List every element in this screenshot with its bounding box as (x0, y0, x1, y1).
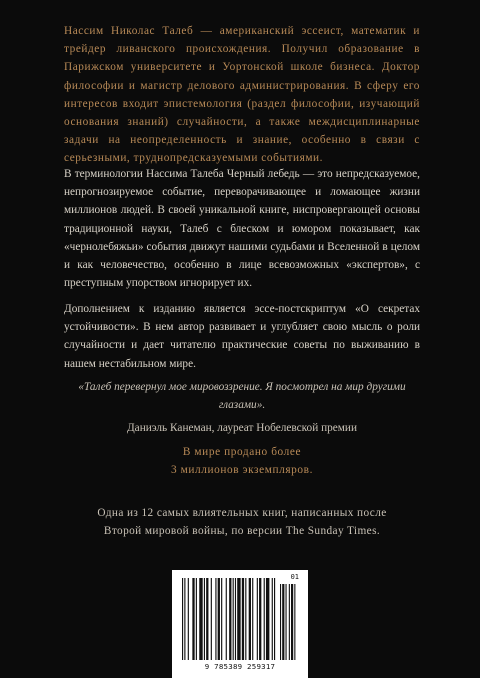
ranking-note (64, 504, 420, 540)
sales-claim (64, 443, 420, 479)
barcode-addon: 01 (290, 573, 299, 581)
sales-line-2: 3 миллионов экземпляров. (170, 464, 314, 476)
barcode-digits: 9 785389 259317 (204, 662, 276, 671)
quote-author: Даниэль Канеман, лауреат Нобелевской премии (126, 422, 358, 435)
quote-text: «Талеб перевернул мое мировоззрение. Я посмотрел на мир другими глазами». (78, 381, 406, 412)
book-supplement-note (64, 300, 420, 373)
author-bio: Нассим Николас Талеб — американский эссеист, математик и трейдер ливанского происхождения. Получил образование в Парижском университете и Уортонской школе бизнеса. Доктор философии и магистр делового администрирования. В сферу его интересов входит эпистемология (раздел философии, изучающий основания знаний) случайности, а также междисциплинарные задачи на неопределенность и знание, особенно в связи с серьезными, труднопредсказуемыми событиями. (64, 25, 420, 165)
ranking-line-2: Второй мировой войны, по версии The Sunday Times. (103, 525, 381, 537)
review-quote (64, 378, 420, 438)
isbn-barcode (172, 570, 308, 678)
book-description (64, 165, 420, 292)
description-paragraph: В терминологии Нассима Талеба Черный лебедь — это непредсказуемое, непрогнозируемое событие, переворачивающее и ломающее жизни миллионов людей. В своей уникальной книге, ниспровергающей основы традиционной науки, Талеб с блеском и юмором показывает, как «чернолебяжьи» события движут нашими судьбами и Вселенной в целом и как человечество, особенно в лице всевозможных «экспертов», с преступным упорством игнорирует их. (64, 168, 420, 290)
description-paragraph: Дополнением к изданию является эссе-постскриптум «О секретах устойчивости». В нем автор развивает и углубляет свою мысль о роли случайности и дает читателю практические советы по выживанию в нашем нестабильном мире. (64, 303, 420, 370)
ranking-line-1: Одна из 12 самых влиятельных книг, написанных после (97, 507, 387, 519)
sales-line-1: В мире продано более (182, 446, 302, 458)
